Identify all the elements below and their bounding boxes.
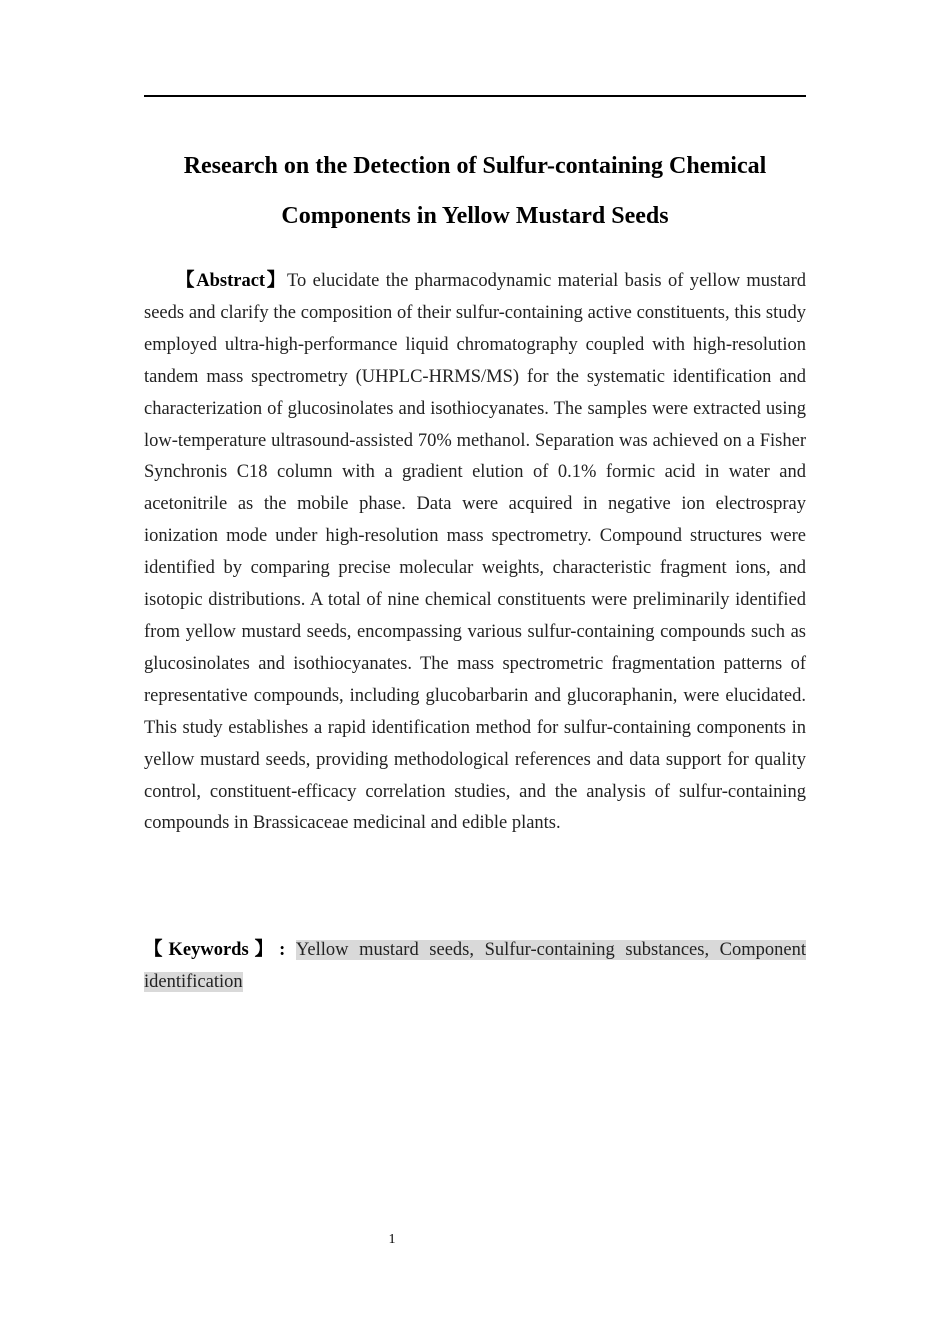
abstract-label: 【Abstract】	[176, 271, 288, 291]
keywords-label: 【Keywords】:	[144, 940, 286, 960]
paper-title: Research on the Detection of Sulfur-containing Chemical Components in Yellow Mustard Seeds	[183, 153, 767, 229]
header-rule	[144, 95, 806, 97]
keywords-text: Yellow mustard seeds, Sulfur-containing substances, Component identification	[144, 940, 807, 992]
abstract-text: To elucidate the pharmacodynamic material basis of yellow mustard seeds and clarify the composition of their sulfur-containing active constituents, this study employed ultra-high-performance liquid chromatography coupled with high-resolution tandem mass spectrometry (UHPLC-HRMS/MS) for the systematic identification and characterization of glucosinolates and isothiocyanates. The samples were extracted using low-temperature ultrasound-assisted 70% methanol. Separation was achieved on a Fisher Synchronis C18 column with a gradient elution of 0.1% formic acid in water and acetonitrile as the mobile phase. Data were acquired in negative ion electrospray ionization mode under high-resolution mass spectrometry. Compound structures were identified by comparing precise molecular weights, characteristic fragment ions, and isotopic distributions. A total of nine chemical constituents were preliminarily identified from yellow mustard seeds, encompassing various sulfur-containing compounds such as glucosinolates and isothiocyanates. The mass spectrometric fragmentation patterns of representative compounds, including glucobarbarin and glucoraphanin, were elucidated. This study establishes a rapid identification method for sulfur-containing components in yellow mustard seeds, providing methodological references and data support for quality control, constituent-efficacy correlation studies, and the analysis of sulfur-containing compounds in Brassicaceae medicinal and edible plants.	[144, 271, 807, 834]
keywords-paragraph	[144, 935, 806, 999]
page-number: 1	[388, 1232, 396, 1247]
abstract-paragraph	[144, 266, 806, 840]
